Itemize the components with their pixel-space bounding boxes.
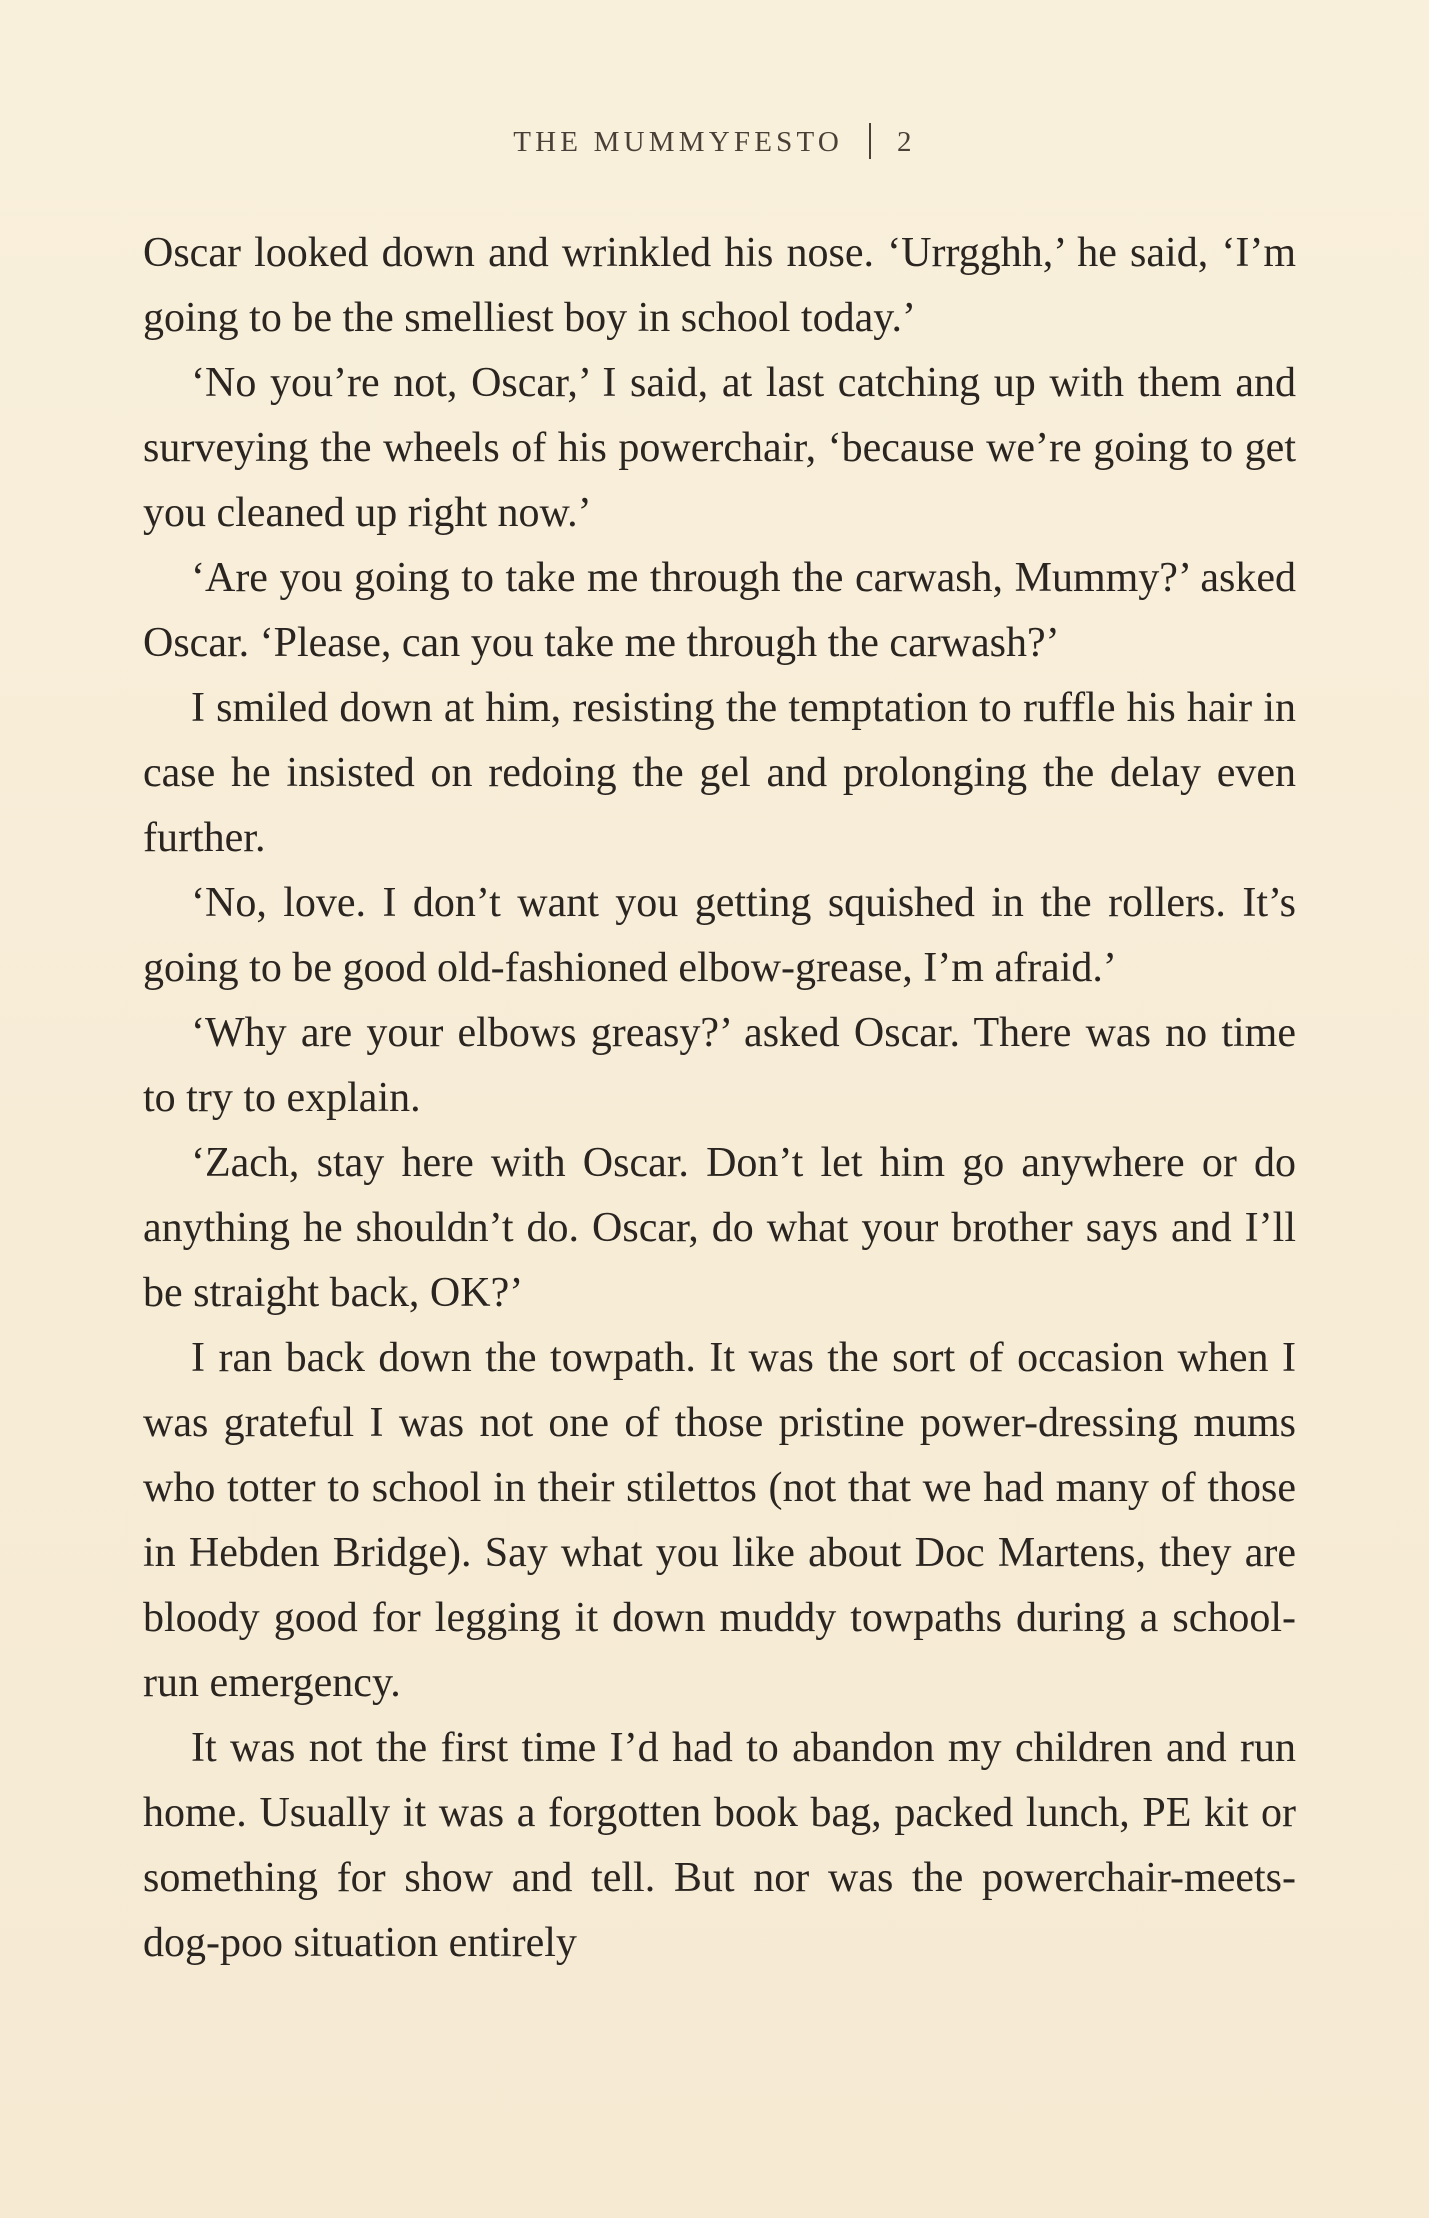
paragraph-1: Oscar looked down and wrinkled his nose. ‘Urrgghh,’ he said, ‘I’m going to be the smelliest boy in school today.’	[143, 230, 1296, 341]
paragraph-3: ‘Are you going to take me through the carwash, Mummy?’ asked Oscar. ‘Please, can you take me through the carwash?’	[143, 555, 1296, 666]
paragraph-6: ‘Why are your elbows greasy?’ asked Oscar. There was no time to try to explain.	[143, 1010, 1296, 1121]
body-text	[143, 221, 1296, 1976]
paragraph-4: I smiled down at him, resisting the temptation to ruffle his hair in case he insisted on redoing the gel and prolonging the delay even further.	[143, 685, 1296, 861]
paragraph-5: ‘No, love. I don’t want you getting squished in the rollers. It’s going to be good old-fashioned elbow-grease, I’m afraid.’	[143, 880, 1296, 991]
paragraph-8: I ran back down the towpath. It was the sort of occasion when I was grateful I was not one of those pristine power-dressing mums who totter to school in their stilettos (not that we had many of those in Hebden Bridge). Say what you like about Doc Martens, they are bloody good for legging it down muddy towpaths during a school-run emergency.	[143, 1335, 1296, 1706]
page-number: 2	[897, 126, 916, 158]
book-title: THE MUMMYFESTO	[513, 126, 844, 158]
paragraph-9: It was not the first time I’d had to abandon my children and run home. Usually it was a forgotten book bag, packed lunch, PE kit or something for show and tell. But nor was the powerchair-meets-dog-poo situation entirely	[143, 1725, 1296, 1966]
running-header	[0, 122, 1429, 162]
paragraph-2: ‘No you’re not, Oscar,’ I said, at last catching up with them and surveying the wheels of his powerchair, ‘because we’re going to get you cleaned up right now.’	[143, 360, 1296, 536]
paragraph-7: ‘Zach, stay here with Oscar. Don’t let him go anywhere or do anything he shouldn’t do. Oscar, do what your brother says and I’ll be straight back, OK?’	[143, 1140, 1296, 1316]
header-separator	[869, 123, 871, 159]
